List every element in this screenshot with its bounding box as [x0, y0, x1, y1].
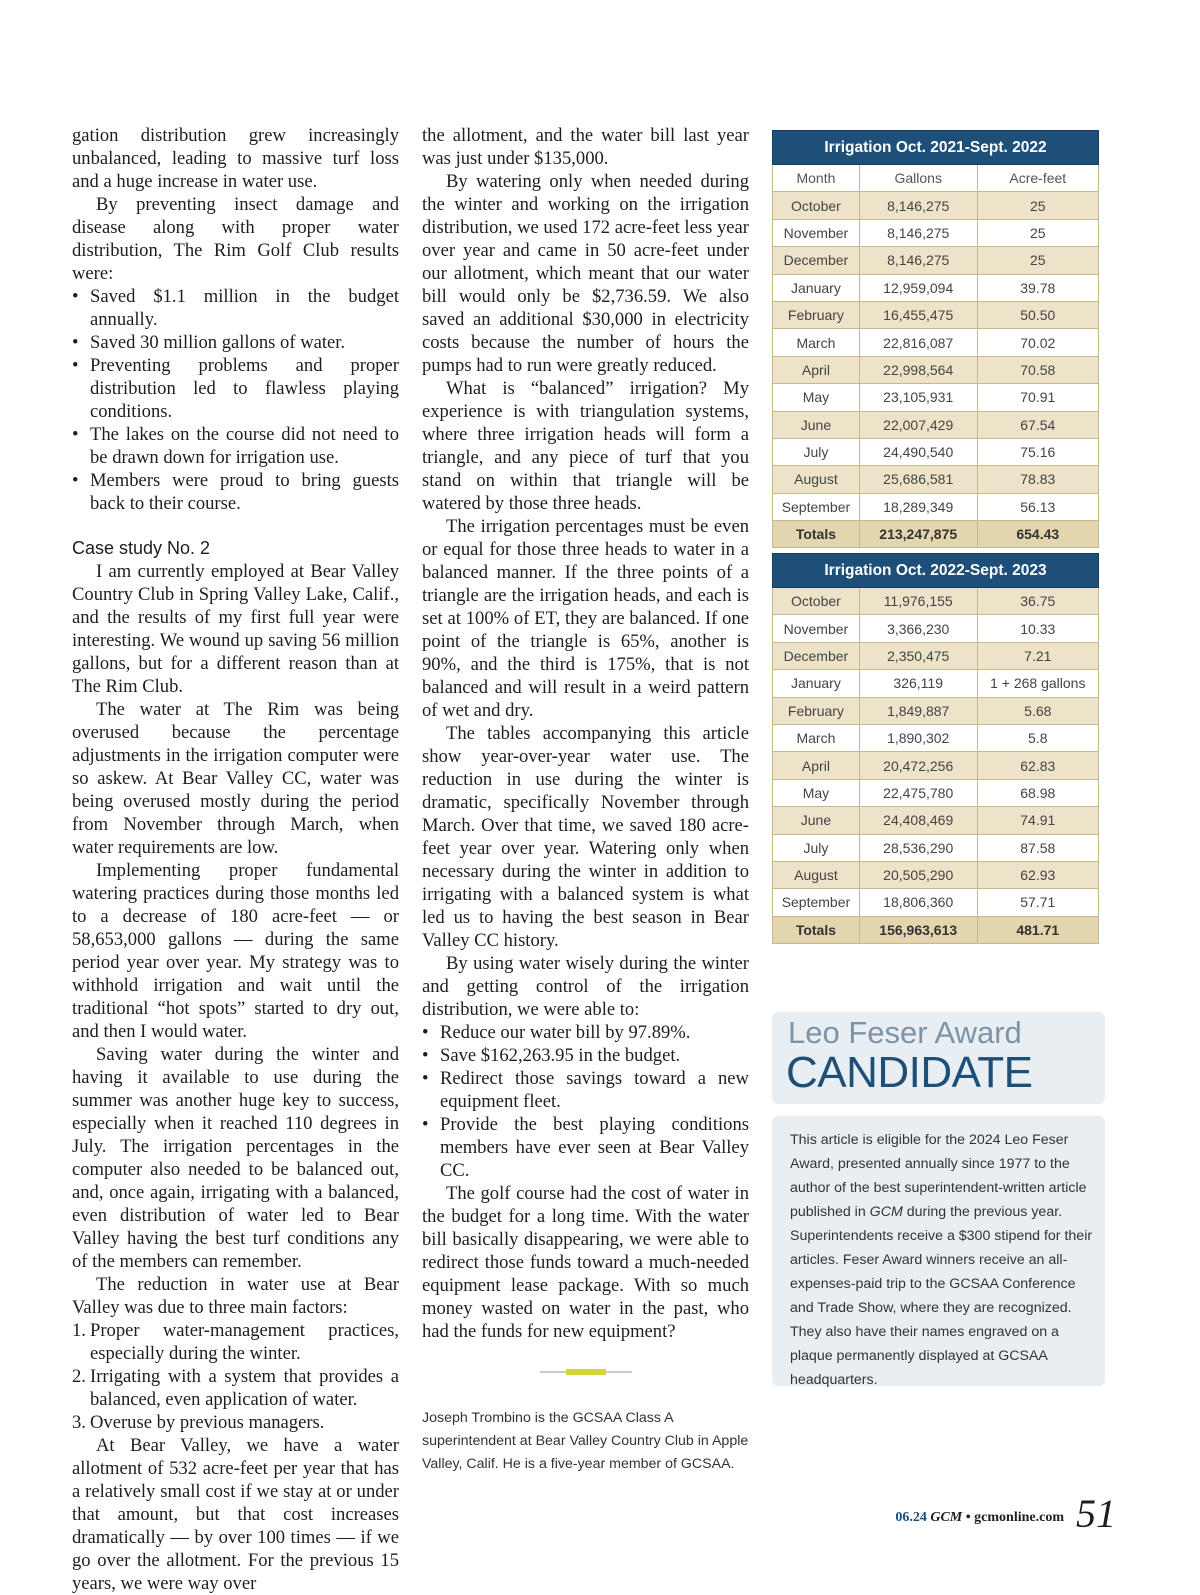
- totals-cell: 156,963,613: [859, 916, 977, 943]
- table-row: [773, 329, 1099, 356]
- table-cell: December: [773, 642, 860, 669]
- table-cell: September: [773, 493, 860, 520]
- table-cell: 70.58: [977, 356, 1098, 383]
- gcm-italic: GCM: [869, 1204, 903, 1220]
- table-cell: 326,119: [859, 670, 977, 697]
- table-cell: 39.78: [977, 274, 1098, 301]
- table-cell: 22,007,429: [859, 411, 977, 438]
- irrigation-table-2022-2023: [772, 553, 1099, 944]
- table-cell: 20,505,290: [859, 861, 977, 888]
- list-item: • The lakes on the course did not need to be drawn down for irrigation use.: [72, 424, 399, 468]
- award-text-part: during the previous year. Superintendents receive a $300 stipend for their articles. Feser Award winners receive an all-expenses-paid trip to the GCSAA Conference and Trade Show, where they are recognized. They also have their names engraved on a plaque permanently displayed at GCSAA headquarters.: [790, 1204, 1093, 1388]
- table-row: [773, 779, 1099, 806]
- table-cell: 25,686,581: [859, 466, 977, 493]
- paragraph: The water at The Rim was being overused because the percentage adjustments in the irrigation computer were so askew. At Bear Valley CC, water was being overused mostly during the period from November through March, when water requirements are low.: [72, 699, 399, 858]
- table-cell: December: [773, 247, 860, 274]
- table-body: [773, 192, 1099, 548]
- paragraph: Saving water during the winter and having it available to use during the summer was another huge key to success, especially when it reached 110 degrees in July. The irrigation percentages in the computer also needed to be balanced out, and, once again, irrigating with a balanced, even distribution of water led to Bear Valley having the best turf conditions any of the members can remember.: [72, 1044, 399, 1272]
- page-number: 51: [1076, 1491, 1116, 1536]
- table-cell: 57.71: [977, 889, 1098, 916]
- section-divider: [540, 1371, 632, 1373]
- list-item-text: Reduce our water bill by 97.89%.: [440, 1022, 691, 1043]
- column-header: Acre-feet: [977, 165, 1098, 192]
- table-row: [773, 438, 1099, 465]
- table-cell: 67.54: [977, 411, 1098, 438]
- list-item-text: Members were proud to bring guests back to their course.: [90, 470, 399, 514]
- award-candidate-label: CANDIDATE: [786, 1048, 1033, 1097]
- table-row: [773, 588, 1099, 615]
- table-cell: 18,806,360: [859, 889, 977, 916]
- table-cell: 70.91: [977, 384, 1098, 411]
- table-cell: 22,998,564: [859, 356, 977, 383]
- column-header: Month: [773, 165, 860, 192]
- table-cell: September: [773, 889, 860, 916]
- table-cell: 12,959,094: [859, 274, 977, 301]
- table-row: [773, 752, 1099, 779]
- list-item-text: Redirect those savings toward a new equipment fleet.: [440, 1068, 749, 1112]
- table-cell: 5.8: [977, 724, 1098, 751]
- table-cell: 1,849,887: [859, 697, 977, 724]
- table-cell: August: [773, 466, 860, 493]
- table-cell: 22,816,087: [859, 329, 977, 356]
- table-cell: 50.50: [977, 301, 1098, 328]
- table-cell: 74.91: [977, 807, 1098, 834]
- table-row: [773, 615, 1099, 642]
- table-row: [773, 670, 1099, 697]
- outcomes-list: [422, 1021, 749, 1182]
- table-row: [773, 219, 1099, 246]
- table-row: [773, 192, 1099, 219]
- divider-accent: [566, 1369, 606, 1375]
- list-item-text: Overuse by previous managers.: [90, 1412, 325, 1433]
- list-item-text: Irrigating with a system that provides a balanced, even application of water.: [90, 1366, 399, 1410]
- award-title: Leo Feser Award: [788, 1015, 1022, 1050]
- list-item: • Redirect those savings toward a new equipment fleet.: [422, 1068, 749, 1112]
- table-cell: January: [773, 274, 860, 301]
- table-cell: February: [773, 301, 860, 328]
- author-bio: Joseph Trombino is the GCSAA Class A superintendent at Bear Valley Country Club in Apple Valley, Calif. He is a five-year member of GCSAA.: [422, 1410, 749, 1472]
- totals-cell: 213,247,875: [859, 521, 977, 548]
- table-cell: 2,350,475: [859, 642, 977, 669]
- table-row: [773, 889, 1099, 916]
- paragraph: The reduction in water use at Bear Valley was due to three main factors:: [72, 1274, 399, 1318]
- table-cell: 75.16: [977, 438, 1098, 465]
- paragraph: What is “balanced” irrigation? My experience is with triangulation systems, where three irrigation heads will form a triangle, and any piece of turf that you stand on within that triangle will be watered by those three heads.: [422, 378, 749, 514]
- table-cell: 5.68: [977, 697, 1098, 724]
- table-cell: 8,146,275: [859, 219, 977, 246]
- table-cell: November: [773, 615, 860, 642]
- table-cell: 10.33: [977, 615, 1098, 642]
- table-row: [773, 356, 1099, 383]
- list-item: 2. Irrigating with a system that provides a balanced, even application of water.: [72, 1366, 399, 1410]
- table-cell: May: [773, 779, 860, 806]
- table-row: [773, 697, 1099, 724]
- article-column-1: [72, 124, 399, 1595]
- totals-row: [773, 521, 1099, 548]
- totals-cell: 654.43: [977, 521, 1098, 548]
- totals-cell: Totals: [773, 521, 860, 548]
- table-cell: July: [773, 834, 860, 861]
- table-cell: 36.75: [977, 588, 1098, 615]
- table-cell: July: [773, 438, 860, 465]
- list-item-text: Save $162,263.95 in the budget.: [440, 1045, 681, 1066]
- table-cell: 11,976,155: [859, 588, 977, 615]
- table-row: [773, 384, 1099, 411]
- table-row: [773, 493, 1099, 520]
- list-item: • Preventing problems and proper distribution led to flawless playing conditions.: [72, 355, 399, 422]
- table-cell: March: [773, 329, 860, 356]
- table-cell: 68.98: [977, 779, 1098, 806]
- table-cell: 56.13: [977, 493, 1098, 520]
- paragraph: I am currently employed at Bear Valley Country Club in Spring Valley Lake, Calif., and the results of my first full year were interesting. We wound up saving 56 million gallons, but for a different reason than at The Rim Club.: [72, 561, 399, 697]
- column-header: Gallons: [859, 165, 977, 192]
- list-item: 3. Overuse by previous managers.: [72, 1412, 325, 1433]
- paragraph: the allotment, and the water bill last year was just under $135,000.: [422, 125, 749, 169]
- table-cell: 22,475,780: [859, 779, 977, 806]
- list-item-text: Saved $1.1 million in the budget annually.: [90, 286, 399, 330]
- table-cell: 18,289,349: [859, 493, 977, 520]
- table-cell: 3,366,230: [859, 615, 977, 642]
- separator: •: [962, 1510, 975, 1525]
- totals-row: [773, 916, 1099, 943]
- table-cell: August: [773, 861, 860, 888]
- page-footer: [895, 1490, 1116, 1537]
- list-item: • Saved $1.1 million in the budget annually.: [72, 286, 399, 330]
- list-item: • Members were proud to bring guests back to their course.: [72, 470, 399, 514]
- table-cell: 24,490,540: [859, 438, 977, 465]
- table-cell: November: [773, 219, 860, 246]
- table-cell: 1,890,302: [859, 724, 977, 751]
- table-cell: March: [773, 724, 860, 751]
- table-row: [773, 247, 1099, 274]
- table-cell: 7.21: [977, 642, 1098, 669]
- list-item: • Saved 30 million gallons of water.: [72, 332, 346, 353]
- table-cell: 25: [977, 219, 1098, 246]
- table-cell: 28,536,290: [859, 834, 977, 861]
- issue-date: 06.24: [895, 1510, 927, 1525]
- table-title: Irrigation Oct. 2022-Sept. 2023: [773, 554, 1099, 588]
- paragraph: By using water wisely during the winter and getting control of the irrigation distribution, we were able to:: [422, 953, 749, 1020]
- table-cell: 23,105,931: [859, 384, 977, 411]
- table-cell: February: [773, 697, 860, 724]
- table-cell: October: [773, 192, 860, 219]
- table-cell: June: [773, 411, 860, 438]
- table-cell: 24,408,469: [859, 807, 977, 834]
- table-cell: 20,472,256: [859, 752, 977, 779]
- table-cell: October: [773, 588, 860, 615]
- table-row: [773, 834, 1099, 861]
- table-row: [773, 807, 1099, 834]
- irrigation-table-2021-2022: [772, 130, 1099, 548]
- table-cell: June: [773, 807, 860, 834]
- table-cell: 62.83: [977, 752, 1098, 779]
- table-cell: 78.83: [977, 466, 1098, 493]
- list-item-text: The lakes on the course did not need to be drawn down for irrigation use.: [90, 424, 399, 468]
- totals-cell: Totals: [773, 916, 860, 943]
- list-item: • Save $162,263.95 in the budget.: [422, 1045, 681, 1066]
- case-study-subhead: Case study No. 2: [72, 538, 211, 558]
- table-cell: 87.58: [977, 834, 1098, 861]
- paragraph: By watering only when needed during the winter and working on the irrigation distribution, we used 172 acre-feet less year over year and came in 50 acre-feet under our allotment, which meant that our water bill would only be $2,736.59. We also saved an additional $30,000 in electricity costs because the number of hours the pumps had to run were greatly reduced.: [422, 171, 749, 376]
- table-cell: April: [773, 752, 860, 779]
- table-row: [773, 411, 1099, 438]
- table-title: Irrigation Oct. 2021-Sept. 2022: [773, 131, 1099, 165]
- table-cell: 25: [977, 192, 1098, 219]
- magazine-name: GCM: [930, 1510, 963, 1525]
- website: gcmonline.com: [974, 1510, 1064, 1525]
- table-row: [773, 724, 1099, 751]
- list-item-text: Preventing problems and proper distribution led to flawless playing conditions.: [90, 355, 399, 422]
- table-cell: 16,455,475: [859, 301, 977, 328]
- table-row: [773, 642, 1099, 669]
- table-cell: January: [773, 670, 860, 697]
- award-description: [790, 1128, 1102, 1392]
- paragraph: At Bear Valley, we have a water allotment of 532 acre-feet per year that has a relatively small cost if we stay at or under that amount, but that cost increases dramatically — by over 100 times — if we go over the allotment. For the previous 15 years, we were way over: [72, 1435, 399, 1594]
- table-cell: 8,146,275: [859, 192, 977, 219]
- table-cell: 1 + 268 gallons: [977, 670, 1098, 697]
- table-cell: 62.93: [977, 861, 1098, 888]
- table-cell: 70.02: [977, 329, 1098, 356]
- paragraph: The tables accompanying this article show year-over-year water use. The reduction in use during the winter is dramatic, specifically November through March. Over that time, we saved 180 acre-feet year over year. Watering only when necessary during the winter in addition to irrigating with a balanced system is what led us to having the best season in Bear Valley CC history.: [422, 723, 749, 951]
- list-item: • Provide the best playing conditions members have ever seen at Bear Valley CC.: [422, 1114, 749, 1181]
- award-banner: [772, 1012, 1105, 1104]
- table-cell: May: [773, 384, 860, 411]
- paragraph: gation distribution grew increasingly unbalanced, leading to massive turf loss and a huge increase in water use.: [72, 125, 399, 192]
- table-cell: 8,146,275: [859, 247, 977, 274]
- list-item-text: Provide the best playing conditions members have ever seen at Bear Valley CC.: [440, 1114, 749, 1181]
- table-row: [773, 274, 1099, 301]
- paragraph: By preventing insect damage and disease along with proper water distribution, The Rim Golf Club results were:: [72, 194, 399, 284]
- list-item-text: Proper water-management practices, especially during the winter.: [90, 1320, 399, 1364]
- list-item: • Reduce our water bill by 97.89%.: [422, 1022, 691, 1043]
- results-list: [72, 285, 399, 515]
- table-cell: April: [773, 356, 860, 383]
- table-row: [773, 861, 1099, 888]
- table-cell: 25: [977, 247, 1098, 274]
- list-item-text: Saved 30 million gallons of water.: [90, 332, 346, 353]
- table-body: [773, 588, 1099, 944]
- factors-list: [72, 1319, 399, 1434]
- award-text-part: This article is eligible for the 2024 Leo Feser Award, presented annually since 1977 to the author of the best superintendent-written article published in: [790, 1132, 1087, 1220]
- table-row: [773, 466, 1099, 493]
- award-description-box: [772, 1116, 1105, 1386]
- paragraph: The irrigation percentages must be even or equal for those three heads to water in a balanced manner. If the three points of a triangle are the irrigation heads, and each is set at 100% of ET, they are balanced. If one point of the triangle is 65%, another is 90%, and the third is 175%, that is not balanced and will result in a weird pattern of wet and dry.: [422, 516, 749, 721]
- paragraph: Implementing proper fundamental watering practices during those months led to a decrease of 180 acre-feet — or 58,653,000 gallons — during the same period year over year. My strategy was to withhold irrigation and wait until the traditional “hot spots” started to dry out, and then I would water.: [72, 860, 399, 1042]
- list-item: 1. Proper water-management practices, especially during the winter.: [72, 1320, 399, 1364]
- table-row: [773, 301, 1099, 328]
- article-column-2: [422, 124, 749, 1476]
- paragraph: The golf course had the cost of water in the budget for a long time. With the water bill basically disappearing, we were able to redirect those funds toward a much-needed equipment lease package. With so much money wasted on water in the past, who had the funds for new equipment?: [422, 1183, 749, 1342]
- totals-cell: 481.71: [977, 916, 1098, 943]
